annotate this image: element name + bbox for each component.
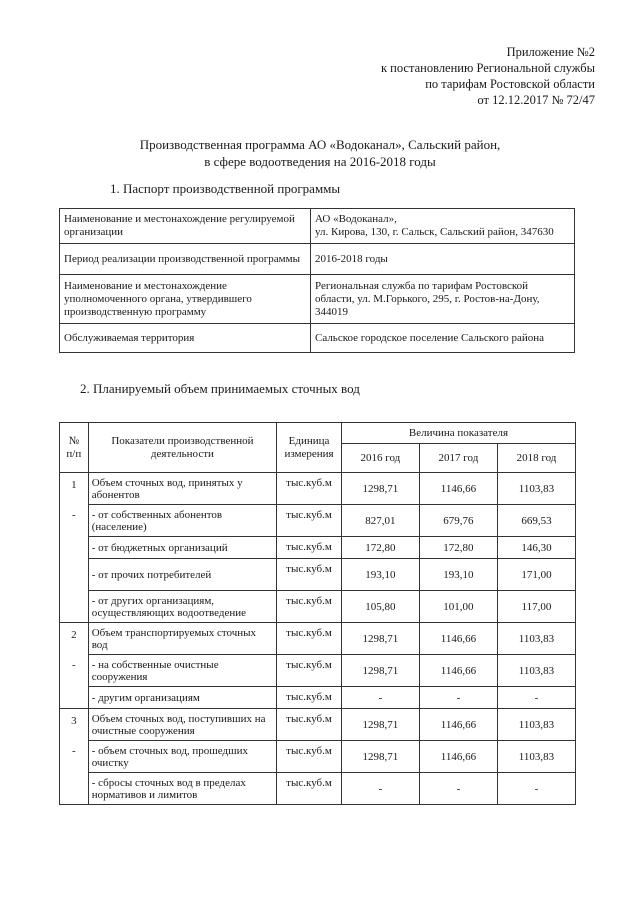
row-number-text: 3: [71, 715, 77, 727]
row-name: - от прочих потребителей: [88, 559, 276, 591]
row-name: - сбросы сточных вод в пределах нормативов и лимитов: [88, 773, 276, 805]
passport-key: Наименование и местонахождение уполномоченного органа, утвердившего производственную программу: [60, 275, 311, 324]
row-name: - от бюджетных организаций: [88, 537, 276, 559]
row-name: - объем сточных вод, прошедших очистку: [88, 741, 276, 773]
table-row: [60, 741, 576, 773]
value-2016: 1298,71: [341, 709, 419, 741]
table-row: [60, 773, 576, 805]
value-2016: 1298,71: [341, 741, 419, 773]
value-2017: 101,00: [419, 591, 497, 623]
row-unit: тыс.куб.м: [277, 505, 342, 537]
row-unit: тыс.куб.м: [277, 623, 342, 655]
value-2016: 1298,71: [341, 623, 419, 655]
row-unit: тыс.куб.м: [277, 591, 342, 623]
value-2016: -: [341, 687, 419, 709]
value-2016: 827,01: [341, 505, 419, 537]
row-number-text: -: [72, 745, 76, 757]
value-2018: -: [497, 687, 575, 709]
passport-key: Обслуживаемая территория: [60, 324, 311, 353]
value-2017: 193,10: [419, 559, 497, 591]
row-unit: тыс.куб.м: [277, 687, 342, 709]
row-name: Объем сточных вод, принятых у абонентов: [88, 473, 276, 505]
wastewater-volume-table: [59, 422, 576, 805]
header-num: № п/п: [60, 423, 89, 473]
row-unit: тыс.куб.м: [277, 655, 342, 687]
row-unit: тыс.куб.м: [277, 709, 342, 741]
header-indicator: Показатели производственной деятельности: [88, 423, 276, 473]
row-name: Объем транспортируемых сточных вод: [88, 623, 276, 655]
appendix-line: от 12.12.2017 № 72/47: [477, 93, 595, 107]
row-number-text: -: [72, 659, 76, 671]
row-name: - на собственные очистные сооружения: [88, 655, 276, 687]
value-2018: 1103,83: [497, 623, 575, 655]
row-number: [60, 473, 89, 623]
appendix-block: [315, 44, 595, 108]
document-title: [0, 136, 640, 170]
value-2018: 117,00: [497, 591, 575, 623]
table-row: [60, 324, 575, 353]
table-row: [60, 244, 575, 275]
value-2018: 146,30: [497, 537, 575, 559]
passport-value-line: АО «Водоканал»,: [315, 213, 397, 225]
row-name: - другим организациям: [88, 687, 276, 709]
table-row: [60, 559, 576, 591]
table-row: [60, 537, 576, 559]
appendix-line: по тарифам Ростовской области: [425, 77, 595, 91]
table-header-row: [60, 423, 576, 444]
value-2017: 1146,66: [419, 709, 497, 741]
row-unit: тыс.куб.м: [277, 741, 342, 773]
row-name: Объем сточных вод, поступивших на очистные сооружения: [88, 709, 276, 741]
value-2018: 1103,83: [497, 473, 575, 505]
header-year-2018: 2018 год: [497, 444, 575, 473]
value-2016: 1298,71: [341, 473, 419, 505]
row-unit: тыс.куб.м: [277, 559, 342, 591]
value-2018: 1103,83: [497, 741, 575, 773]
row-number-text: 2: [71, 629, 77, 641]
title-line: в сфере водоотведения на 2016-2018 годы: [204, 154, 436, 169]
table-row: [60, 591, 576, 623]
table-row: [60, 623, 576, 655]
row-name: - от собственных абонентов (население): [88, 505, 276, 537]
passport-key: Период реализации производственной программы: [60, 244, 311, 275]
value-2016: -: [341, 773, 419, 805]
title-line: Производственная программа АО «Водоканал», Сальский район,: [139, 137, 501, 152]
value-2017: -: [419, 773, 497, 805]
passport-key: Наименование и местонахождение регулируемой организации: [60, 209, 311, 244]
value-2016: 172,80: [341, 537, 419, 559]
value-2017: 1146,66: [419, 741, 497, 773]
value-2017: 172,80: [419, 537, 497, 559]
header-year-2017: 2017 год: [419, 444, 497, 473]
row-number-text: 1: [71, 479, 77, 491]
row-number: [60, 623, 89, 709]
appendix-line: к постановлению Региональной службы: [380, 61, 595, 75]
value-2018: 1103,83: [497, 655, 575, 687]
table-row: [60, 473, 576, 505]
header-year-2016: 2016 год: [341, 444, 419, 473]
value-2018: 669,53: [497, 505, 575, 537]
table-row: [60, 505, 576, 537]
value-2017: 1146,66: [419, 655, 497, 687]
value-2018: 1103,83: [497, 709, 575, 741]
passport-value: 2016-2018 годы: [311, 244, 575, 275]
section-heading-volume: 2. Планируемый объем принимаемых сточных вод: [80, 381, 360, 396]
table-row: [60, 687, 576, 709]
value-2018: 171,00: [497, 559, 575, 591]
value-2017: 1146,66: [419, 473, 497, 505]
value-2017: 679,76: [419, 505, 497, 537]
row-unit: тыс.куб.м: [277, 473, 342, 505]
section-heading-passport: 1. Паспорт производственной программы: [110, 181, 341, 196]
row-number: [60, 709, 89, 805]
value-2017: -: [419, 687, 497, 709]
value-2018: -: [497, 773, 575, 805]
passport-table: [59, 208, 575, 353]
row-number-text: -: [72, 509, 76, 521]
header-value-group: Величина показателя: [341, 423, 575, 444]
value-2016: 193,10: [341, 559, 419, 591]
passport-value: [311, 209, 575, 244]
value-2017: 1146,66: [419, 623, 497, 655]
row-unit: тыс.куб.м: [277, 773, 342, 805]
row-unit: тыс.куб.м: [277, 537, 342, 559]
table-row: [60, 275, 575, 324]
appendix-line: Приложение №2: [506, 45, 595, 59]
table-row: [60, 709, 576, 741]
passport-value: Сальское городское поселение Сальского района: [311, 324, 575, 353]
header-unit: Единица измерения: [277, 423, 342, 473]
row-name: - от других организациям, осуществляющих водоотведение: [88, 591, 276, 623]
passport-value: Региональная служба по тарифам Ростовской области, ул. М.Горького, 295, г. Ростов-на-Дону, 344019: [311, 275, 575, 324]
table-row: [60, 655, 576, 687]
table-row: [60, 209, 575, 244]
value-2016: 1298,71: [341, 655, 419, 687]
passport-value-line: ул. Кирова, 130, г. Сальск, Сальский район, 347630: [315, 226, 554, 238]
value-2016: 105,80: [341, 591, 419, 623]
